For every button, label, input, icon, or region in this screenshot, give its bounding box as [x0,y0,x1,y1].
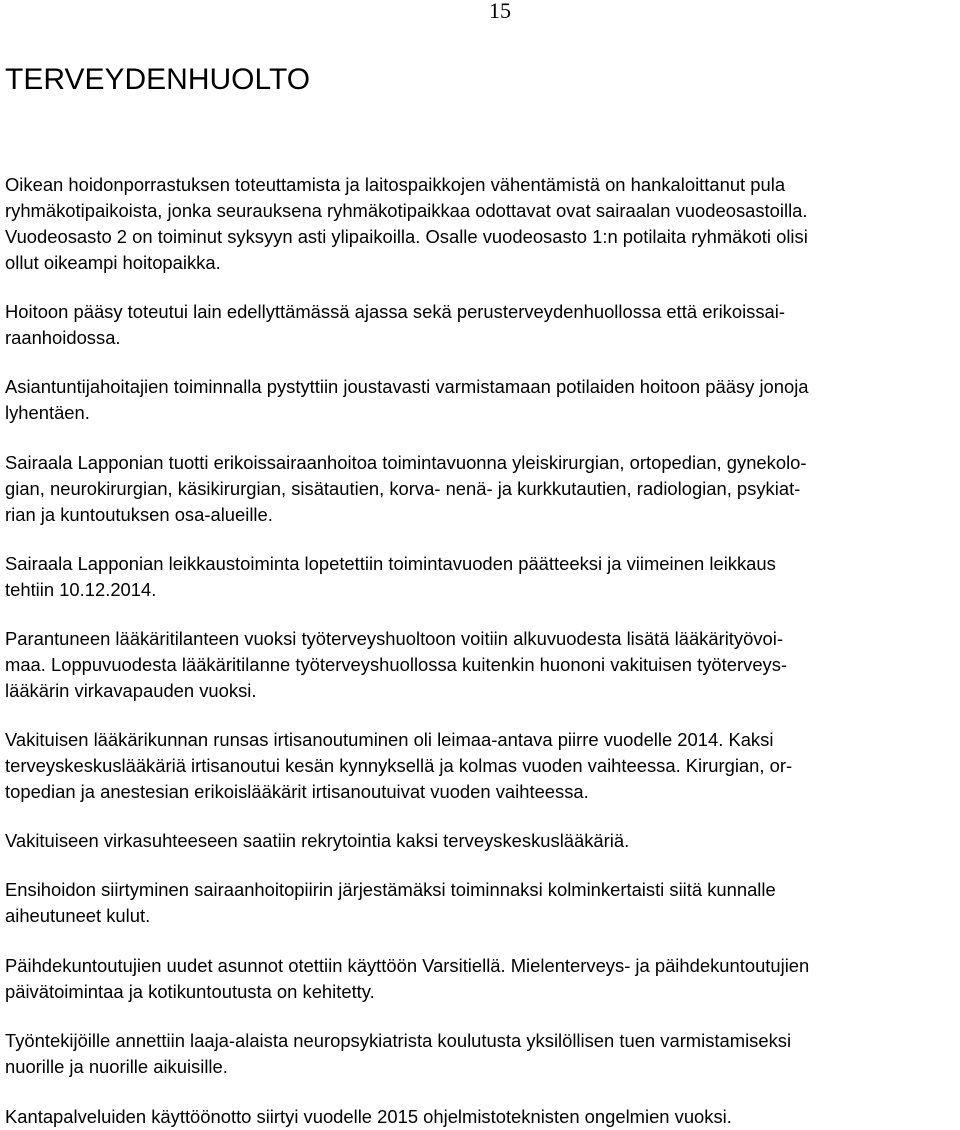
paragraph-line: päivätoimintaa ja kotikuntoutusta on kehitetty. [5,981,375,1002]
paragraph-access-to-care [5,299,957,351]
paragraph-recruitment [5,828,957,854]
paragraph-physician-resignations [5,727,957,805]
paragraph-substance-rehab [5,953,957,1005]
paragraph-line: tehtiin 10.12.2014. [5,579,157,600]
paragraph-line: topedian ja anestesian erikoislääkärit irtisanoutuivat vuoden vaihteessa. [5,781,589,802]
paragraph-expert-nurses [5,374,957,426]
paragraph-line: Hoitoon pääsy toteutui lain edellyttämässä ajassa sekä perusterveydenhuollossa että erikoissai- [5,301,785,322]
paragraph-line: terveyskeskuslääkäriä irtisanoutui kesän kynnyksellä ja kolmas vuoden vaihteessa. Kirurgian, or- [5,755,793,776]
paragraph-line: Vakituisen lääkärikunnan runsas irtisanoutuminen oli leimaa-antava piirre vuodelle 2014. Kaksi [5,729,774,750]
paragraph-line: Oikean hoidonporrastuksen toteuttamista ja laitospaikkojen vähentämistä on hankaloittanut pula [5,174,786,195]
paragraph-neuropsychiatric-training [5,1028,957,1080]
paragraph-emergency-care [5,877,957,929]
paragraph-specialist-care [5,450,957,528]
paragraph-line: lääkärin virkavapauden vuoksi. [5,680,257,701]
paragraph-line: Vuodeosasto 2 on toiminut syksyyn asti ylipaikoilla. Osalle vuodeosasto 1:n potilaita ryhmäkoti olisi [5,226,808,247]
paragraph-line: lyhentäen. [5,402,90,423]
paragraph-occupational-health [5,626,957,704]
paragraph-line: Vakituiseen virkasuhteeseen saatiin rekrytointia kaksi terveyskeskuslääkäriä. [5,830,630,851]
page-number: 15 [489,0,511,23]
paragraph-line: Päihdekuntoutujien uudet asunnot otettiin käyttöön Varsitiellä. Mielenterveys- ja päihdekuntoutujien [5,955,810,976]
paragraph-line: Ensihoidon siirtyminen sairaanhoitopiirin järjestämäksi toiminnaksi kolminkertaisti siitä kunnalle [5,879,776,900]
paragraph-line: aiheutuneet kulut. [5,905,151,926]
paragraph-line: Kantapalveluiden käyttöönotto siirtyi vuodelle 2015 ohjelmistoteknisten ongelmien vuoksi. [5,1106,732,1127]
paragraph-line: Sairaala Lapponian leikkaustoiminta lopetettiin toimintavuoden päätteeksi ja viimeinen leikkaus [5,553,776,574]
paragraph-line: ryhmäkotipaikoista, jonka seurauksena ryhmäkotipaikkaa odottavat ovat sairaalan vuodeosastoilla. [5,200,808,221]
paragraph-care-levels [5,172,957,276]
paragraph-line: rian ja kuntoutuksen osa-alueille. [5,504,273,525]
paragraph-surgery-ended [5,551,957,603]
paragraph-line: Parantuneen lääkäritilanteen vuoksi työterveyshuoltoon voitiin alkuvuodesta lisätä lääkärityövoi- [5,628,783,649]
paragraph-line: raanhoidossa. [5,327,121,348]
paragraph-line: Sairaala Lapponian tuotti erikoissairaanhoitoa toimintavuonna yleiskirurgian, ortopedian, gynekolo- [5,452,807,473]
paragraph-kanta-services [5,1104,957,1130]
paragraph-line: maa. Loppuvuodesta lääkäritilanne työterveyshuollossa kuitenkin huononi vakituisen työterveys- [5,654,788,675]
paragraph-line: Asiantuntijahoitajien toiminnalla pystyttiin joustavasti varmistamaan potilaiden hoitoon pääsy jonoja [5,376,809,397]
section-heading: TERVEYDENHUOLTO [5,63,311,96]
paragraph-line: ollut oikeampi hoitopaikka. [5,252,221,273]
paragraph-line: gian, neurokirurgian, käsikirurgian, sisätautien, korva- nenä- ja kurkkutautien, radiologian, psykiat- [5,478,801,499]
paragraph-line: Työntekijöille annettiin laaja-alaista neuropsykiatrista koulutusta yksilöllisen tuen varmistamiseksi [5,1030,792,1051]
paragraph-line: nuorille ja nuorille aikuisille. [5,1056,228,1077]
